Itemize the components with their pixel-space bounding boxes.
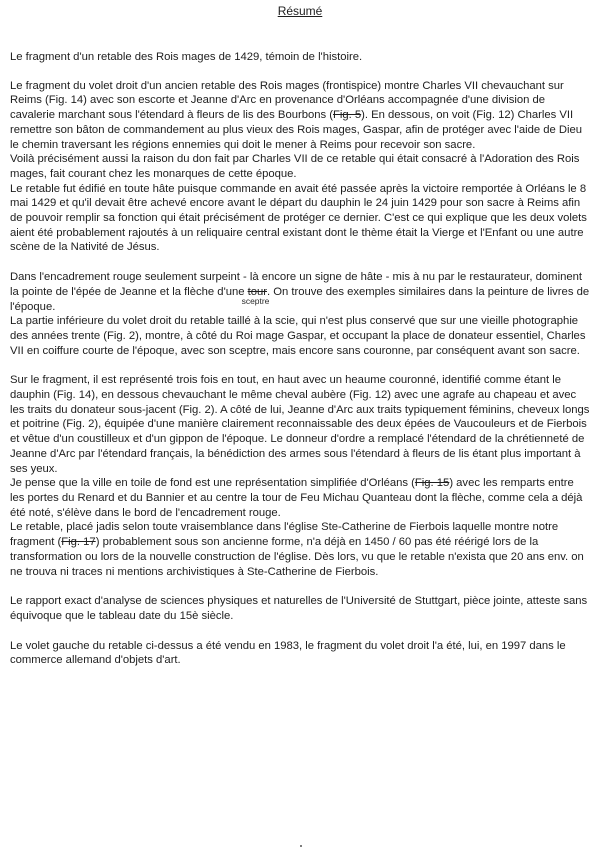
paragraph-9: Le rapport exact d'analyse de sciences physiques et naturelles de l'Université de Stuttgart, pièce jointe, atteste sans équivoque que le tableau date du 15è siècle.: [10, 595, 588, 622]
paragraph-3: Le retable fut édifié en toute hâte puisque commande en avait été passée après la victoire remportée à Orléans le 8 mai 1429 et qu'il devait être achevé encore avant le départ du dauphin le 24 juin 1429 pour son sacre à Reims afin de pouvoir remplir sa fonction qui était précisément de protéger ce dernier. C'est ce qui explique que les deux volets aient été probablement rajoutés à un reliquaire central existant dont le thème était la Vierge et l'Enfant ou une autre scène de la Nativité de Jésus.: [10, 182, 587, 254]
paragraph-4: [10, 270, 590, 314]
paragraph-1: [10, 79, 590, 153]
subtitle: Le fragment d'un retable des Rois mages de 1429, témoin de l'histoire.: [10, 51, 363, 63]
paragraph-7-text-a: Je pense que la ville en toile de fond est une représentation simplifiée d'Orléans (: [10, 477, 415, 490]
paragraph-1-text-a: Le fragment du volet droit d'un ancien retable des Rois mages (frontispice) montre Charles VII chevauchant sur Reims (Fig. 14) avec son escorte et Jeanne d'Arc en provenance d'Orléans accompagnée d'une division de cavalerie marchant sous l'étendard à fleurs de lis des Bourbons (: [10, 79, 564, 122]
paragraph-8-text-a: Le retable, placé jadis selon toute vraisemblance dans l'église Ste-Catherine de Fierbois laquelle montre notre fragment (: [10, 521, 559, 549]
page-title: Résumé: [277, 4, 323, 18]
struck-figure-ref: Fig. 15: [414, 477, 450, 490]
struck-figure-ref: Fig. 17: [61, 536, 96, 549]
paragraph-7: [10, 476, 590, 520]
paragraph-8-text-b: ) probablement sous son ancienne forme, n'a déjà en 1450 / 60 pas été réérigé lors de la transformation ou lors de la nouvelle construction de l'église. Dès lors, vu que le retable n'exista que 20 ans env. on ne trouva ni traces ni mentions archivistiques à Ste-Catherine de Fierbois.: [10, 536, 584, 578]
handwritten-correction: [241, 285, 270, 306]
paragraph-7-text-b: ) avec les remparts entre les portes du Renard et du Bannier et au centre la tour de Feu Michau Quanteau dont la flèche, comme cela a déjà été noté, s'élève dans le bord de l'encadrement rouge.: [10, 477, 583, 519]
page-mark: [300, 845, 302, 847]
paragraph-4-text-b: . On trouve des exemples similaires dans la peinture de livres de l'époque.: [10, 285, 590, 313]
struck-word: tour: [247, 285, 268, 298]
paragraph-4-text-a: Dans l'encadrement rouge seulement surpeint - là encore un signe de hâte - mis à nu par le restaurateur, dominent la pointe de l'épée de Jeanne et la flèche d'une: [10, 271, 582, 298]
paragraph-6: Sur le fragment, il est représenté trois fois en tout, en haut avec un heaume couronné, identifié comme étant le dauphin (Fig. 14), en dessous chevauchant le même cheval aubère (Fig. 12) avec une agrafe au chapeau et avec les traits du donateur sous-jacent (Fig. 2). A côté de lui, Jeanne d'Arc aux traits typiquement féminins, cheveux longs et poitrine (Fig. 2), équipée d'une manière clairement reconnaissable des deux épées de Vaucouleurs et de Fierbois et vêtue d'un coustilleux et d'un gippon de l'époque. Le donneur d'ordre a remplacé l'étendard de la chrétienneté de Jeanne d'Arc par l'étendard français, la bénédiction des armes sous l'étendard à fleurs de lis étant plus important à ses yeux.: [10, 374, 590, 475]
paragraph-8: [10, 520, 590, 579]
struck-figure-ref: Fig. 5: [333, 109, 362, 122]
paragraph-10: Le volet gauche du retable ci-dessus a été vendu en 1983, le fragment du volet droit l'a été, lui, en 1997 dans le commerce allemand d'objets d'art.: [10, 639, 566, 667]
paragraph-5: La partie inférieure du volet droit du retable taillé à la scie, qui n'est plus conservé que sur une vieille photographie des années trente (Fig. 2), montre, à côté du Roi mage Gaspar, et occupant la place de donateur essentiel, Charles VII en coiffure courte de l'époque, avec son sceptre, mais encore sans couronne, par conséquent avant son sacre.: [10, 315, 586, 357]
correction-note: sceptre: [241, 295, 270, 306]
paragraph-2: Voilà précisément aussi la raison du don fait par Charles VII de ce retable qui était consacré à l'Adoration des Rois mages, fait courant chez les monarques de cette époque.: [10, 153, 580, 180]
paragraph-1-text-b: ). En dessous, on voit (Fig. 12) Charles VII remettre son bâton de commandement au plus vieux des Rois mages, Gaspar, afin de protéger avec l'aide de Dieu le chemin traversant les régions ennemies qui doit le mener à Reims pour recevoir son sacre.: [10, 109, 583, 151]
